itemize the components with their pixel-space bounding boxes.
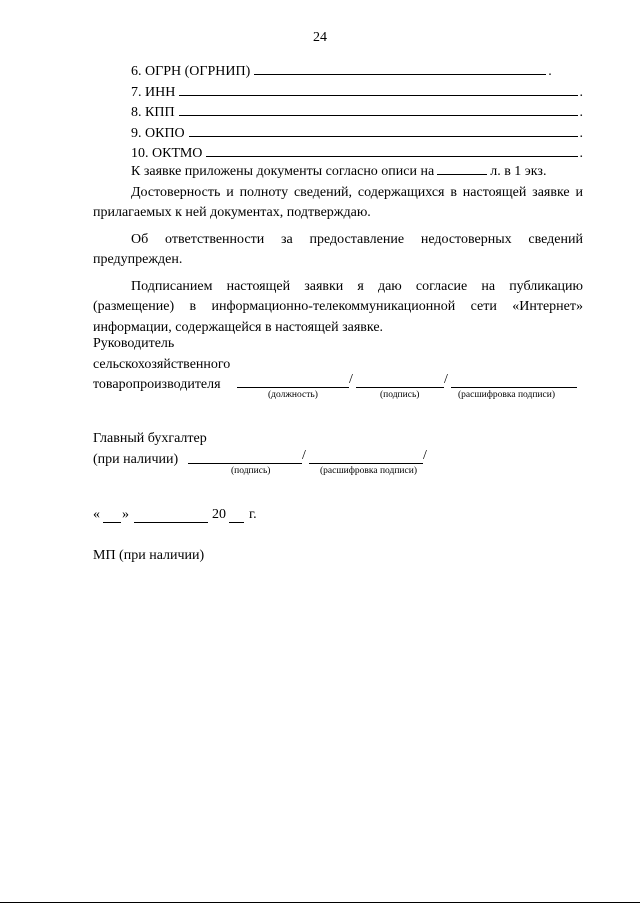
caption-position: (должность) xyxy=(268,390,318,400)
field-kpp-line[interactable] xyxy=(179,103,578,116)
attachment-line: К заявке приложены документы согласно описи на л. в 1 экз. xyxy=(131,164,547,179)
head-title: Руководитель сельскохозяйственного товаропроизводителя xyxy=(93,336,231,392)
field-okpo: 9. ОКПО . xyxy=(131,125,583,141)
head-name-line[interactable] xyxy=(451,375,577,388)
field-oktmo: 10. ОКТМО . xyxy=(131,146,583,161)
document-page: 24 6. ОГРН (ОГРНИП) . 7. ИНН . 8. КПП . 9. ОКПО . 10. ОКТМО . К заявке приложены документы согласно описи на л. в 1 экз. Достоверность и полноту сведений, содержащихся в настоящей заявке и прилагаемых к ней документах, подтверждаю. Об ответственности за предоставление недостоверных сведений предупрежден. Подписанием настоящей заявки я даю согласие на публикацию (размещение) в информационно-телекоммуникационной сети «Интернет» информации, содержащейся в настоящей заявке. Руководитель сельскохозяйственного товаропроизводителя / / (должность) (подпись) (расшифровка подписи) Главный бухгалтер (при наличии) / / (подпись) (расшифровка подписи) « » 20 г. МП (при наличии) xyxy=(0,0,640,905)
stamp-label: МП (при наличии) xyxy=(93,548,205,563)
accountant-name-line[interactable] xyxy=(309,451,423,464)
field-kpp: 8. КПП . xyxy=(131,105,583,120)
date-year-prefix: 20 xyxy=(212,507,226,522)
page-bottom-edge xyxy=(0,902,640,903)
field-inn-line[interactable] xyxy=(179,83,577,96)
head-position-line[interactable] xyxy=(237,375,349,388)
date-month-line[interactable] xyxy=(134,510,208,523)
date-day-line[interactable] xyxy=(103,510,121,523)
page-number: 24 xyxy=(313,30,327,45)
field-ogrn: 6. ОГРН (ОГРНИП) . xyxy=(131,64,552,79)
accountant-title: Главный бухгалтер (при наличии) xyxy=(93,431,207,467)
requisites-list xyxy=(131,62,583,165)
field-ogrn-line[interactable] xyxy=(254,62,546,75)
caption-accountant-name: (расшифровка подписи) xyxy=(320,466,417,476)
declaration-text xyxy=(93,162,583,338)
field-inn: 7. ИНН . xyxy=(131,84,583,100)
head-signature-line[interactable] xyxy=(356,375,444,388)
paragraph-consent: Подписанием настоящей заявки я даю согласие на публикацию (размещение) в информационно-телекоммуникационной сети «Интернет» информации, содержащейся в настоящей заявке. xyxy=(93,278,583,335)
caption-accountant-signature: (подпись) xyxy=(231,466,271,476)
field-okpo-line[interactable] xyxy=(189,124,578,137)
caption-signature: (подпись) xyxy=(380,390,420,400)
field-oktmo-line[interactable] xyxy=(206,144,577,157)
accountant-signature-line[interactable] xyxy=(188,451,302,464)
paragraph-accuracy: Достоверность и полноту сведений, содержащихся в настоящей заявке и прилагаемых к ней документах, подтверждаю. xyxy=(93,184,583,220)
date-year-line[interactable] xyxy=(229,510,244,523)
caption-name: (расшифровка подписи) xyxy=(458,390,555,400)
paragraph-responsibility: Об ответственности за предоставление недостоверных сведений предупрежден. xyxy=(93,231,583,267)
sheet-count-blank[interactable] xyxy=(437,163,487,175)
